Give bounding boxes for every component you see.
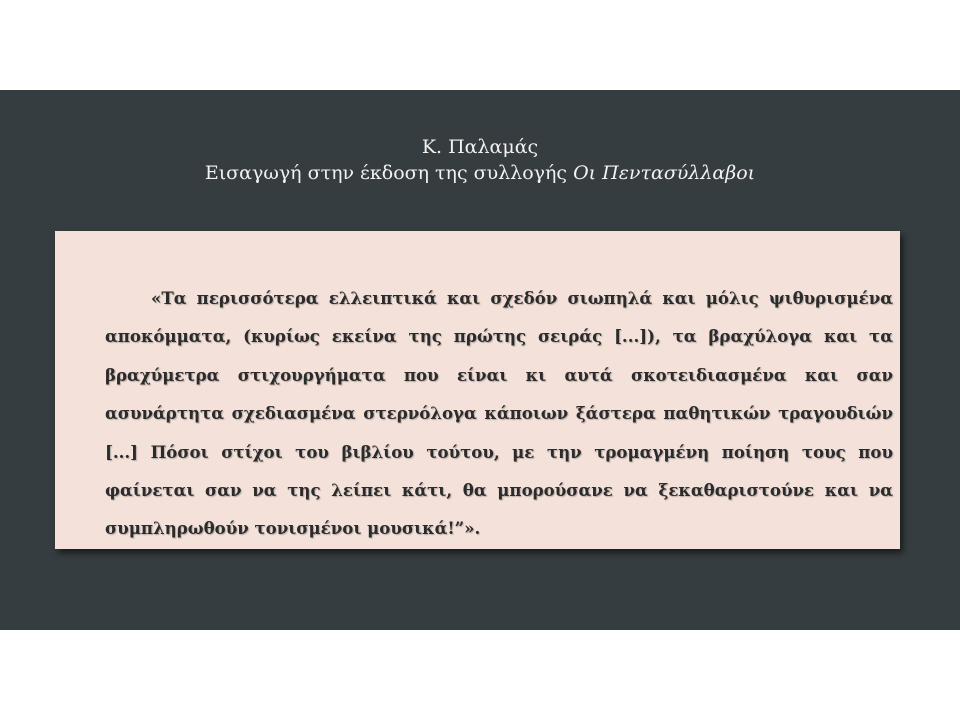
quote-text: «Τα περισσότερα ελλειπτικά και σχεδόν σιωπηλά και μόλις ψιθυρισμένα αποκόμματα, (κυρίως εκείνα της πρώτης σειράς [...]), τα βραχύλογα και τα βραχύμετρα στιχουργήματα που είναι κι αυτά σκοτειδιασμένα και σαν ασυνάρτητα σχεδιασμένα στερνόλογα κάποιων ξάστερα παθητικών τραγουδιών [...] Πόσοι στίχοι του βιβλίου τούτου, με την τρομαγμένη ποίηση τους που φαίνεται σαν να της λείπει κάτι, θα μπορούσανε να ξεκαθαριστούνε και να συμπληρωθούν τονισμένοι μουσικά!”». [105,288,893,539]
source-line [0,160,960,186]
slide-header [0,134,960,186]
author-name: Κ. Παλαμάς [421,136,539,158]
work-title: Οι Πεντασύλλαβοι [573,162,756,184]
quote-box [55,231,900,549]
slide [0,90,960,630]
source-prefix: Εισαγωγή στην έκδοση της συλλογής [204,162,568,184]
